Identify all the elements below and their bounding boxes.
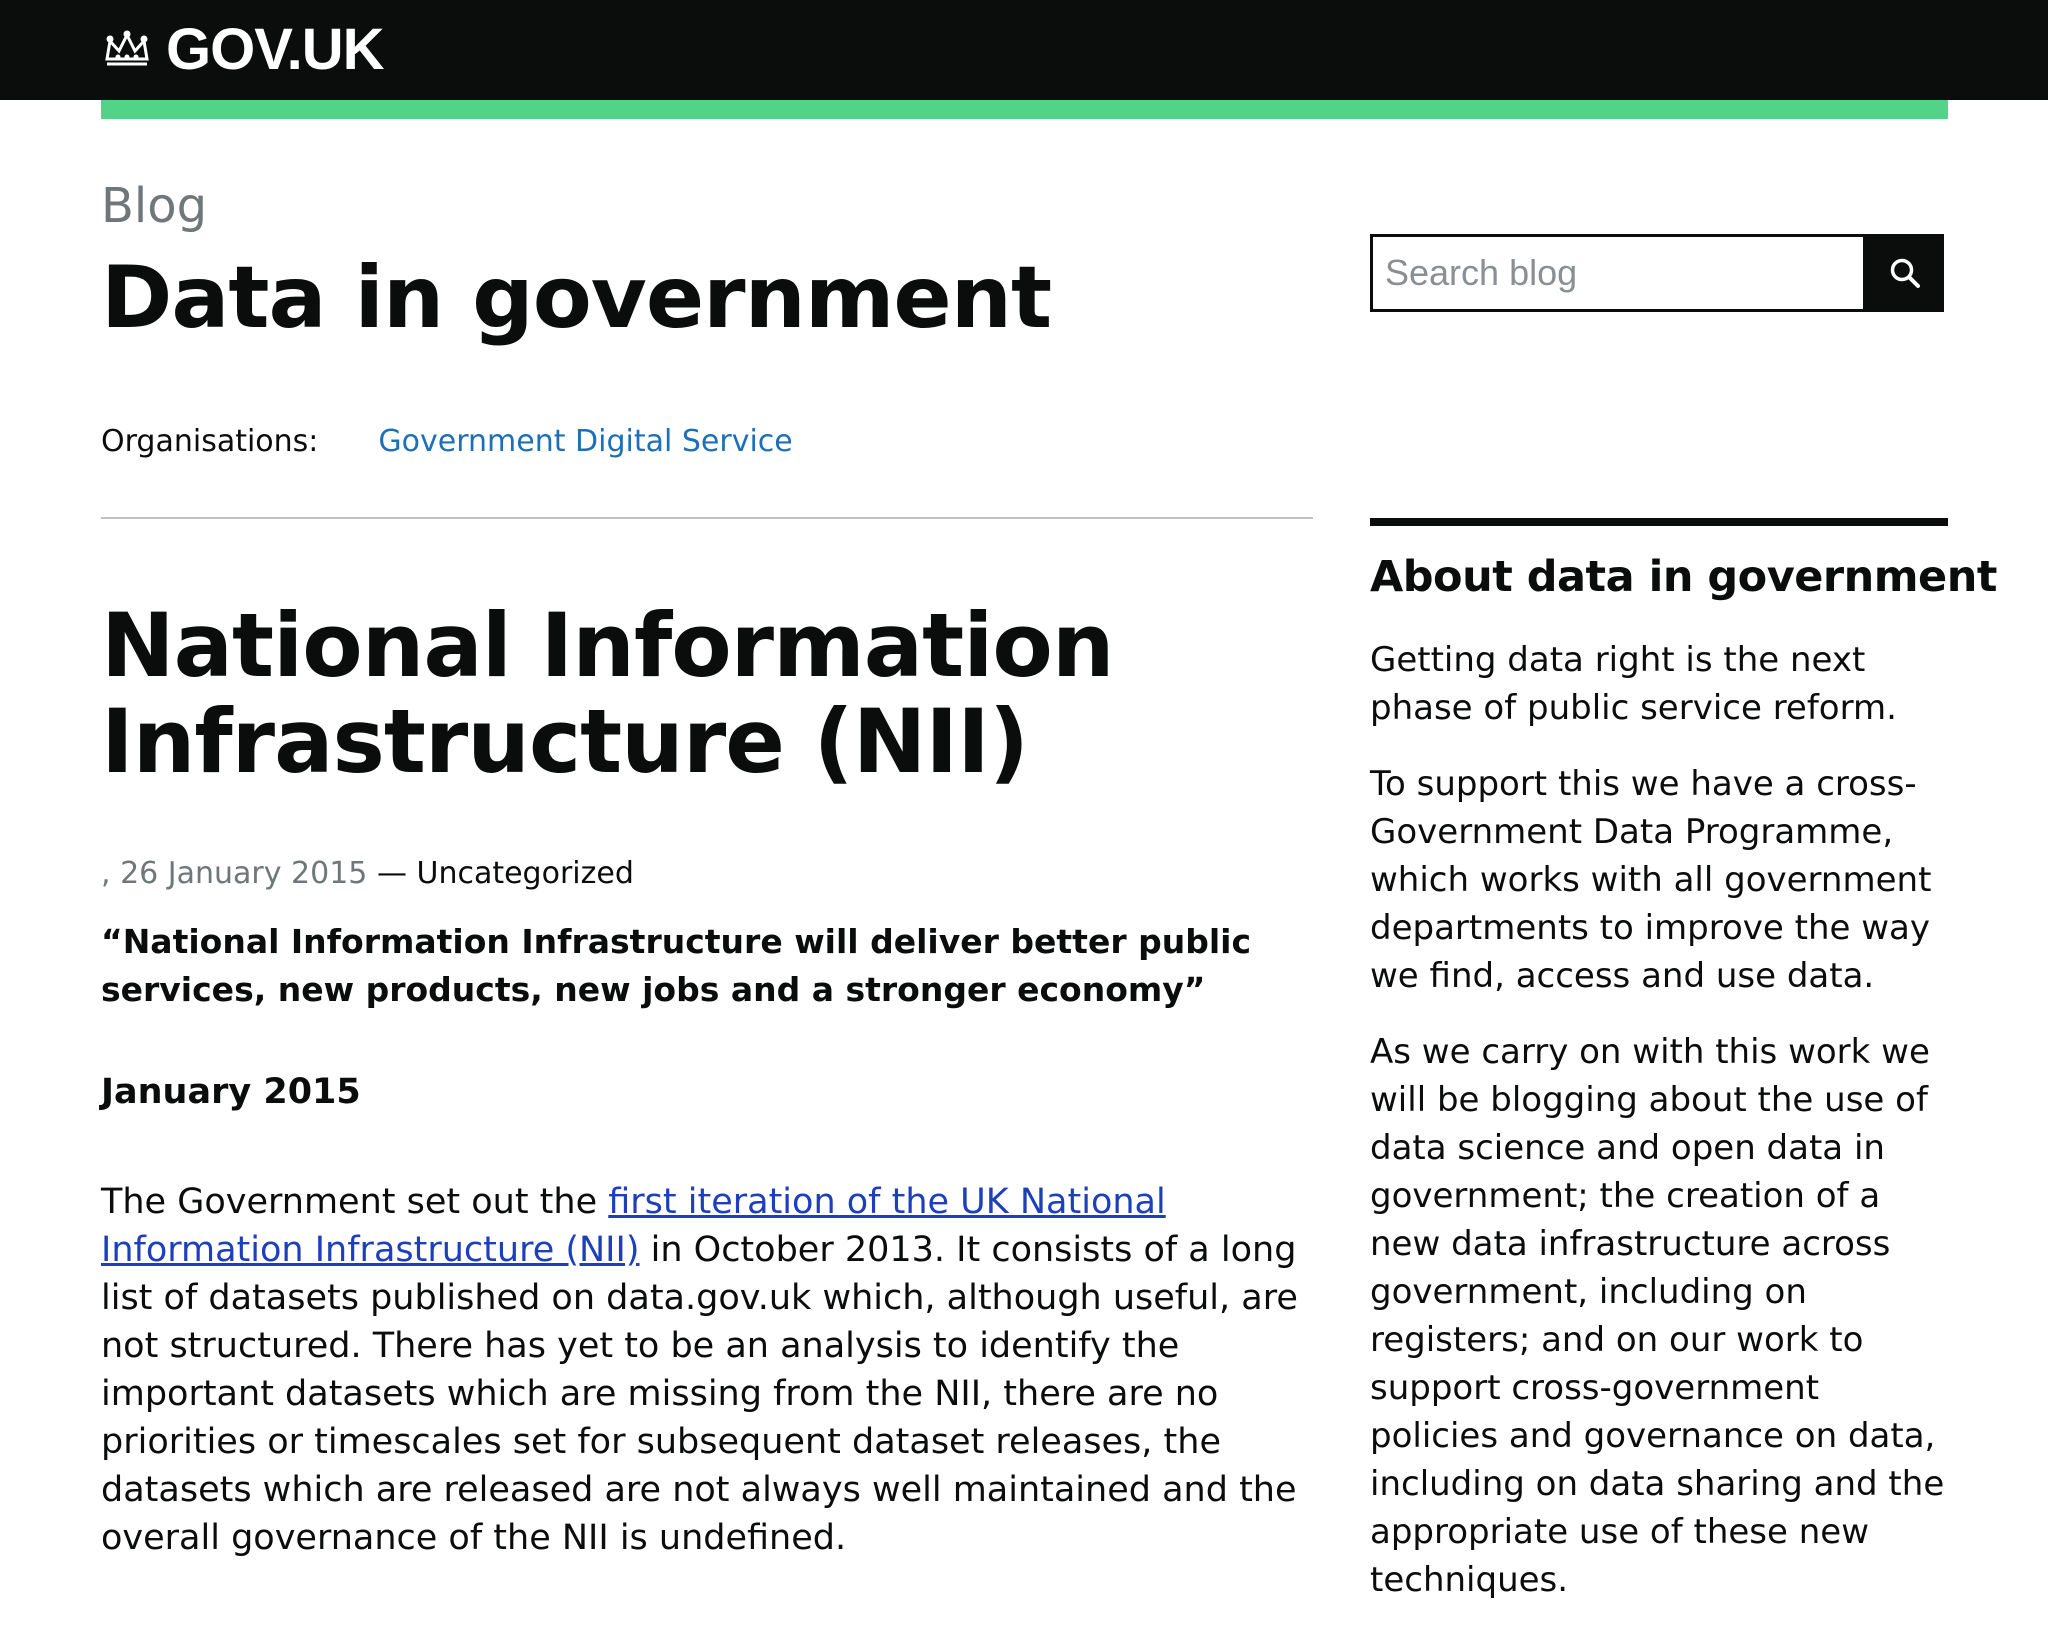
sidebar-paragraph: As we carry on with this work we will be blogging about the use of data science and open data in government; the creation of a new data infrastructure across government, including on registers; and on our work to support cross-government policies and governance on data, including on data sharing and the appropriate use of these new techniques. <box>1370 1032 1945 1600</box>
divider <box>101 517 1313 519</box>
accent-bar <box>101 100 1948 119</box>
post-date: , 26 January 2015 <box>101 856 368 891</box>
post-title[interactable]: National Information Infrastructure (NII) <box>101 594 1114 793</box>
sidebar-divider <box>1370 518 1948 526</box>
sidebar-title: About data in government <box>1370 552 1997 602</box>
sidebar-about <box>1370 636 1945 1632</box>
sidebar-paragraph: Getting data right is the next phase of public service reform. <box>1370 640 1897 728</box>
crown-icon <box>102 29 152 69</box>
paragraph-intro: The Government set out the <box>101 1182 609 1222</box>
organisations-row <box>101 424 793 459</box>
post-paragraph <box>101 1178 1316 1562</box>
post-category[interactable]: Uncategorized <box>416 856 634 891</box>
meta-separator: — <box>367 856 417 891</box>
search-input[interactable] <box>1370 234 1866 312</box>
nii-link[interactable]: first iteration of the UK National Information Infrastructure (NII) <box>101 1182 1166 1270</box>
post-quote: “National Information Infrastructure will deliver better public services, new products, new jobs and a stronger economy” <box>101 922 1252 1009</box>
site-header <box>0 0 2048 100</box>
organisations-label: Organisations: <box>101 424 319 459</box>
post-subheading: January 2015 <box>101 1072 361 1112</box>
blog-label: Blog <box>101 178 208 234</box>
search-icon <box>1888 256 1922 290</box>
paragraph-rest: in October 2013. It consists of a long list of datasets published on data.gov.uk which, although useful, are not structured. There has yet to be an analysis to identify the important datasets which are missing from the NII, there are no priorities or timescales set for subsequent dataset releases, the datasets which are released are not always well maintained and the overall governance of the NII is undefined. <box>101 1230 1298 1558</box>
logo-text: GOV.UK <box>166 16 384 82</box>
organisation-link[interactable]: Government Digital Service <box>378 424 793 459</box>
post-meta <box>101 856 634 891</box>
search-form <box>1370 234 1944 312</box>
search-button[interactable] <box>1866 234 1944 312</box>
govuk-logo-link[interactable] <box>102 14 383 84</box>
sidebar-paragraph: To support this we have a cross-Government Data Programme, which works with all government departments to improve the way we find, access and use data. <box>1370 764 1932 996</box>
blog-title[interactable]: Data in government <box>101 248 1052 348</box>
